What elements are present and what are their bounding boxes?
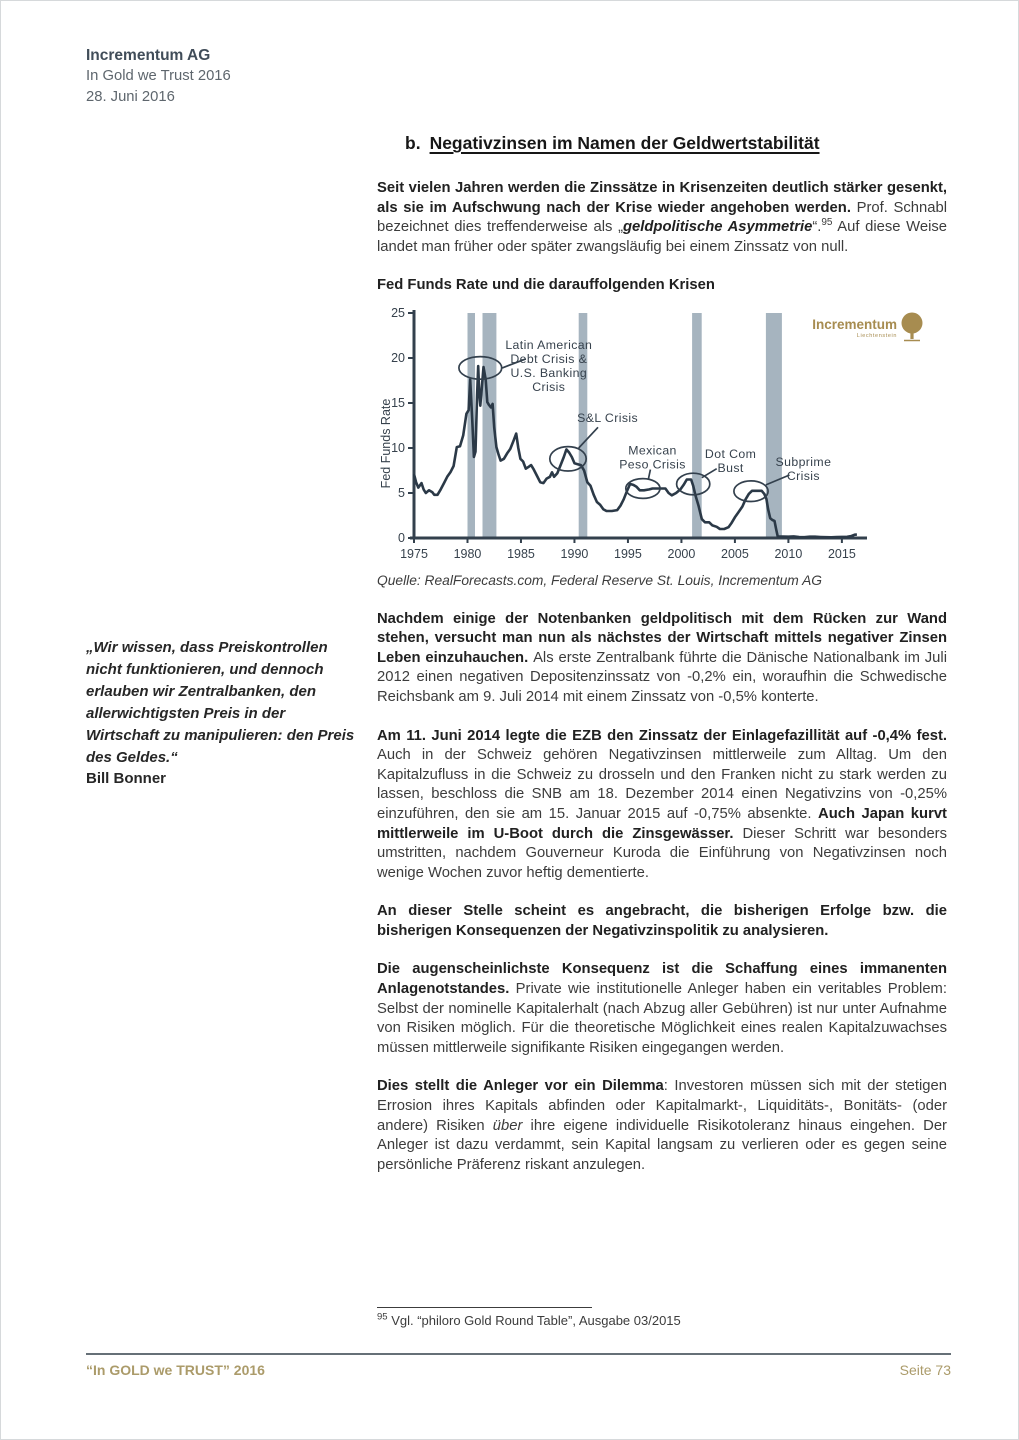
svg-text:Liechtenstein: Liechtenstein: [856, 332, 897, 339]
body-paragraph: Am 11. Juni 2014 legte die EZB den Zinssatz der Einlagefazillität auf -0,4% fest. Auch in der Schweiz gehören Negativzinsen mittlerweile zum Alltag. Um den Kapitalzufluss in die Schweiz zu drosseln und den Franken nicht zu stark werden zu lassen, beschloss die SNB am 18. Dezember 2014 einen Negativzins von -0,25% einzuführen, den sie am 15. Januar 2015 auf -0,75% absenkte. Auch Japan kurvt mittlerweile im U-Boot durch die Zinsgewässer. Dieser Schritt war besonders umstritten, nachdem Gouverneur Kuroda die Einführung von Negativzinsen noch wenige Wochen zuvor heftig dementierte.: [377, 727, 947, 881]
footnote-section: [377, 1307, 947, 1328]
footer-report-label: “In GOLD we TRUST” 2016: [86, 1362, 265, 1378]
footer-page-number: Seite 73: [899, 1362, 951, 1378]
section-prefix: b.: [405, 133, 421, 153]
header-company: Incrementum AG: [86, 47, 211, 64]
section-title-text: Negativzinsen im Namen der Geldwertstabilität: [429, 133, 820, 153]
svg-text:1980: 1980: [453, 546, 482, 561]
pull-quote-author: Bill Bonner: [86, 770, 167, 788]
body-paragraph: Die augenscheinlichste Konsequenz ist die Schaffung eines immanenten Anlagenotstandes. Private wie institutionelle Anleger haben ein veritables Problem: Selbst der nominelle Kapitalerhalt (nach Abzug aller Gebühren) ist nur unter Aufnahme von Risiken möglich. Für die theoretische Möglichkeit eines realen Kapitalzuwachses müssen mittlerweile signifikante Risiken eingegangen werden.: [377, 961, 947, 1056]
svg-text:10: 10: [391, 440, 405, 455]
svg-text:25: 25: [391, 305, 405, 320]
svg-text:2005: 2005: [721, 546, 749, 561]
svg-text:Incrementum: Incrementum: [812, 316, 897, 332]
svg-text:2015: 2015: [827, 546, 856, 561]
header-report-title: In Gold we Trust 2016: [86, 68, 231, 84]
body-paragraph: Seit vielen Jahren werden die Zinssätze in Krisenzeiten deutlich stärker gesenkt, als sie im Aufschwung nach der Krise wieder angehoben werden. Prof. Schnabl bezeichnet dies treffenderweise als „geldpolitische Asymmetrie“.$^{95}$ Auf diese Weise landet man früher oder später zwangsläufig bei einem Zinssatz von null.: [377, 180, 948, 255]
body-paragraph: An dieser Stelle scheint es angebracht, die bisherigen Erfolge bzw. die bisherigen Konsequenzen der Negativzinspolitik zu analysieren.: [377, 903, 947, 939]
page-header: [86, 45, 231, 108]
footnote-marker: 95: [377, 1311, 388, 1323]
body-paragraph: Nachdem einige der Notenbanken geldpolitisch mit dem Rücken zur Wand stehen, versucht man nun als nächstes der Wirtschaft mittels negativer Zinsen Leben einzuhauchen. Als erste Zentralbank führte die Dänische Nationalbank im Juli 2012 einen negativen Depositenzinssatz von -0,2% ein, woraufhin die Schwedische Reichsbank am 9. Juli 2014 mit einem Zinssatz von -0,5% konterte.: [377, 610, 947, 705]
footer-rule: [86, 1353, 951, 1355]
svg-text:5: 5: [398, 485, 405, 500]
content-column: [377, 132, 947, 1194]
header-date: 28. Juni 2016: [86, 89, 175, 105]
footnote-rule: [377, 1307, 592, 1308]
svg-text:Latin AmericanDebt Crisis &U.S: Latin American Debt Crisis & U.S. Banking Crisis: [505, 337, 593, 394]
svg-text:15: 15: [391, 395, 405, 410]
svg-text:Fed Funds Rate: Fed Funds Rate: [379, 398, 393, 489]
fed-funds-chart: [377, 304, 947, 566]
svg-text:MexicanPeso Crisis: Mexican Peso Crisis: [619, 443, 686, 472]
svg-text:2000: 2000: [667, 546, 696, 561]
svg-text:Dot ComBust: Dot Com Bust: [704, 446, 757, 475]
svg-text:2010: 2010: [774, 546, 803, 561]
svg-text:1975: 1975: [400, 546, 428, 561]
footnote-text: Vgl. “philoro Gold Round Table”, Ausgabe 03/2015: [387, 1313, 681, 1328]
chart-section: [377, 276, 947, 590]
svg-text:0: 0: [398, 530, 405, 545]
svg-text:1995: 1995: [614, 546, 642, 561]
pull-quote-text: „Wir wissen, dass Preiskontrollen nicht funktionieren, und dennoch erlauben wir Zentralbanken, den allerwichtigsten Preis in der Wirtschaft zu manipulieren: den Preis des Geldes.“: [86, 639, 355, 766]
incrementum-logo: [812, 312, 922, 340]
svg-text:20: 20: [391, 350, 405, 365]
svg-text:1990: 1990: [560, 546, 589, 561]
body-paragraph: Dies stellt die Anleger vor ein Dilemma: Investoren müssen sich mit der stetigen Errosion ihres Kapitals abfinden oder Kapitalmarkt-, Liquiditäts-, Bonitäts- (oder andere) Risiken über ihre eigene individuelle Risikotoleranz hinaus eingehen. Der Anleger ist dazu verdammt, sein Kapital langsam zu verlieren oder es gegen seine persönliche Präferenz riskant anzulegen.: [377, 1078, 947, 1173]
section-title: [405, 132, 947, 154]
svg-text:SubprimeCrisis: Subprime Crisis: [775, 454, 832, 483]
chart-source: Quelle: RealForecasts.com, Federal Reserve St. Louis, Incrementum AG: [377, 572, 822, 588]
pull-quote: [86, 637, 358, 790]
svg-text:1985: 1985: [507, 546, 535, 561]
footnote: [377, 1313, 947, 1328]
chart-axes: [379, 306, 867, 561]
chart-title: Fed Funds Rate und die darauffolgenden Krisen: [377, 277, 715, 294]
svg-text:S&L Crisis: S&L Crisis: [577, 410, 639, 425]
